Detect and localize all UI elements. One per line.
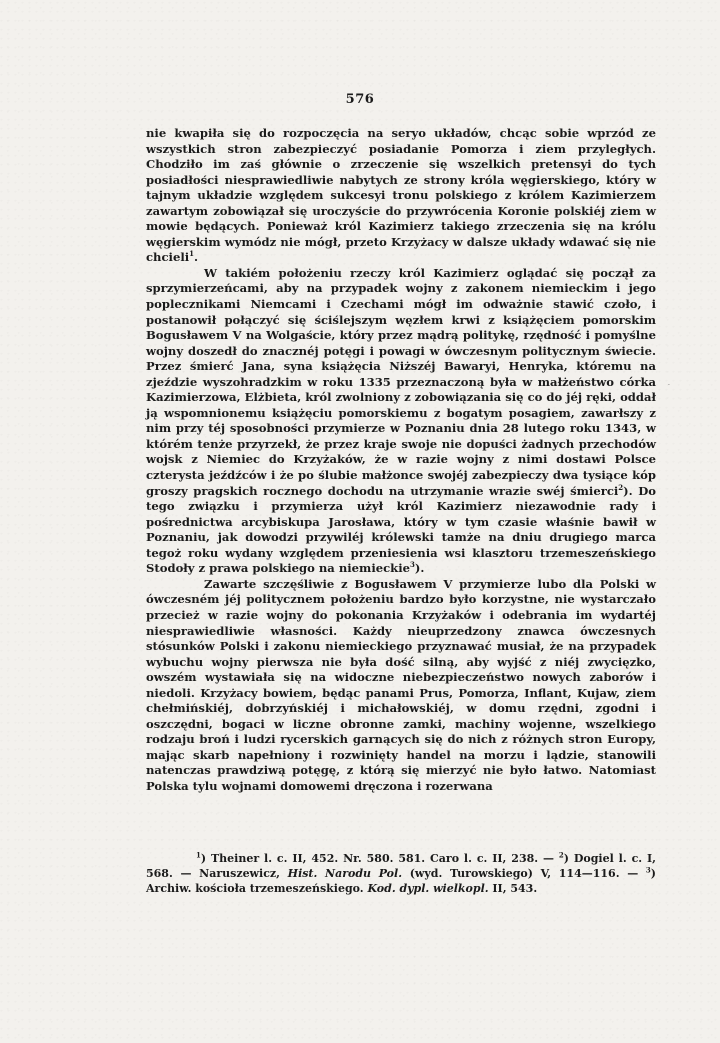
footnote-ref: 2 [618,482,624,492]
paragraph-text: Zawarte szczęśliwie z Bogusławem V przymierze lubo dla Polski w ówczesném jéj politycznem położeniu bardzo było korzystne, nie wystarczało przecież w razie wojny do pokonania Krzyżaków i odebrania im wydartéj niesprawiedliwie własności. Każdy nieuprzedzony znawca ówczesnych stósunków Polski i zakonu niemieckiego przyznawać musiał, że na przypadek wybuchu wojny pierwsza nie była dość silną, aby wyjść z niéj zwycięzko, owszém wystawiała się na widoczne niebezpieczeństwo nowych zaborów i niedoli. Krzyżacy bowiem, będąc panami Prus, Pomorza, Inflant, Kujaw, ziem chełmińskiéj, dobrzyńskiéj i michałowskiéj, w domu rzędni, zgodni i oszczędni, bogaci w liczne obronne zamki, machiny wojenne, wszelkiego rodzaju broń i ludzi rycerskich garnących się do nich z różnych stron Europy, mając skarb napełniony i rozwinięty handel na morzu i lądzie, stanowili natenczas prawdziwą potęgę, z którą się mierzyć nie było łatwo. Natomiast Polska tylu wojnami domowemi dręczona i rozerwana [146,576,656,793]
footnote-part: ) Archiw. kościoła trzemeszeńskiego. [146,867,656,896]
paragraph-text: ). Do tego związku i przymierza użył król Kazimierz niezawodnie rady i pośrednictwa arcybiskupa Jarosława, który w tym czasie właśnie bawił w Poznaniu, jak dowodzi przywiléj królewski tamże na dniu drugiego marca tegoż roku wydany względem przeniesienia wsi klasztoru trzemeszeńskiego Stodoły z prawa polskiego na niemieckie [146,483,656,576]
footnote-ref: 3 [409,560,415,570]
scan-speck: · [668,382,670,389]
paragraph-text: nie kwapiła się do rozpoczęcia na seryo układów, chcąc sobie wprzód ze wszystkich stron zabezpieczyć posiadanie Pomorza i ziem przyległych. Chodziło im zaś głównie o zrzeczenie się wszelkich pretensyi do tych posiadłości niesprawiedliwie nabytych ze strony króla węgierskiego, który w tajnym układzie względem sukcesyi tronu polskiego z królem Kazimierzem zawartym zobowiązał się uroczyście do przywrócenia Koronie polskiéj ziem w mowie będących. Ponieważ król Kazimierz takiego zrzeczenia się na królu węgierskim wymódz nie mógł, przeto Krzyżacy w dalsze układy wdawać się nie chcieli [146,126,656,265]
paragraph-text: . [194,250,199,265]
footnote-part: II, 543. [488,882,538,896]
footnote-mark: 3 [645,865,651,875]
footnote-italic: Kod. dypl. wielkopl. [367,882,489,896]
paragraph-text: ). [414,561,425,576]
footnote-part: ) Theiner l. c. II, 452. Nr. 580. 581. Caro l. c. II, 238. — [200,852,559,865]
paragraph [146,577,656,795]
main-text [146,126,656,795]
footnote-ref: 1 [189,249,195,259]
footnote-text [146,851,656,897]
paragraph-text: W takiém położeniu rzeczy król Kazimierz oglądać się począł za sprzymierzeńcami, aby na przypadek wojny z zakonem niemieckim i jego poplecznikami Niemcami i Czechami mógł im odważnie stawić czoło, i postanowił połączyć się ściślejszym węzłem krwi z książęciem pomorskim Bogusławem V na Wolgaście, który przez mądrą politykę, rzędność i pomyślne wojny doszedł do znacznéj potęgi i powagi w ówczesnym politycznym świecie. Przez śmierć Jana, syna książęcia Niższéj Bawaryi, Henryka, któremu na zjeździe wyszohradzkim w roku 1335 przeznaczoną była w małżeństwo córka Kazimierzowa, Elżbieta, król zwolniony z zobowiązania się co do jéj ręki, oddał ją wspomnionemu książęciu pomorskiemu z bogatym posagiem, zawarłszy z nim przy téj sposobności przymierze w Poznaniu dnia 28 lutego roku 1343, w którém tenże przyrzekł, że przez kraje swoje nie dopuści żadnych przechodów wojsk z Niemiec do Krzyżaków, że w razie wojny z nimi dostawi Polsce czterysta jeźdźców i że po ślubie małżonce swojéj zabezpieczy dwa tysiące kóp groszy pragskich rocznego dochodu na utrzymanie wrazie swéj śmierci [146,265,656,498]
footnotes [146,851,656,897]
paragraph [146,126,656,266]
footnote-part: ) Dogiel l. c. I, 568. — Naruszewicz, [146,852,656,881]
footnote-italic: Hist. Narodu Pol. [287,867,403,881]
paragraph [146,266,656,577]
page-number: 576 [345,92,375,107]
footnote-part: (wyd. Turowskiego) V, 114—116. — [402,867,646,881]
footnote-mark: 1 [196,850,201,860]
footnote-mark: 2 [558,850,564,860]
